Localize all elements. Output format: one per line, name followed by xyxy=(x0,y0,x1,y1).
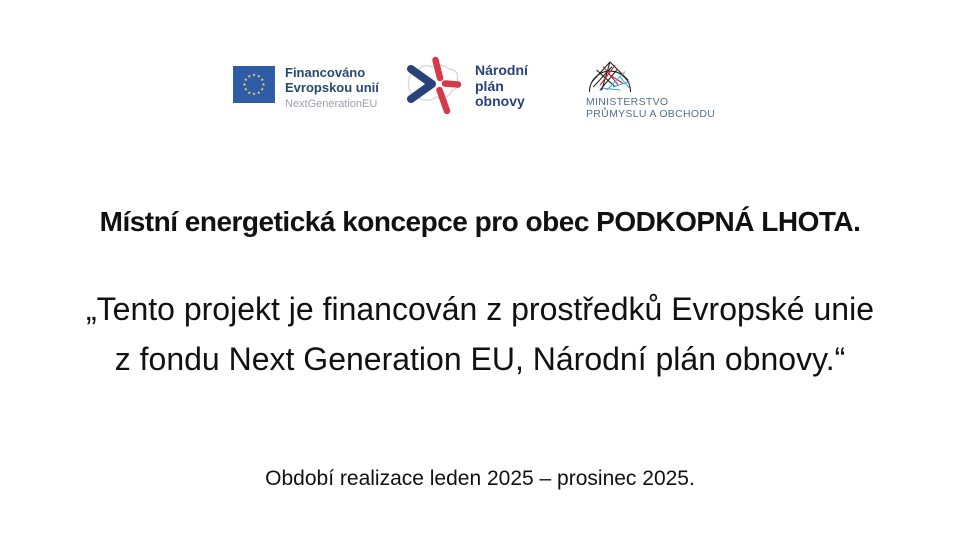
funding-statement-line1: „Tento projekt je financován z prostředků Evropské unie xyxy=(86,291,874,327)
npo-line2: plán xyxy=(475,77,504,94)
eu-funding-line2: Evropskou unií xyxy=(285,80,379,95)
funding-statement xyxy=(0,284,960,384)
realization-period: Období realizace leden 2025 – prosinec 2025. xyxy=(265,467,695,490)
eu-funding-subtitle: NextGenerationEU xyxy=(285,98,378,110)
npo-mark-icon xyxy=(401,56,463,114)
npo-line1: Národní xyxy=(475,62,528,78)
ministry-text xyxy=(586,97,715,120)
ministry-line2: PRŮMYSLU A OBCHODU xyxy=(586,107,716,120)
eu-funding-logo xyxy=(233,64,379,110)
npo-logo xyxy=(401,56,528,114)
funding-statement-line2: z fondu Next Generation EU, Národní plán obnovy.“ xyxy=(114,341,846,377)
ministry-line1: MINISTERSTVO xyxy=(586,96,669,108)
npo-text xyxy=(475,56,528,114)
eu-funding-line1: Financováno xyxy=(285,65,366,80)
document-title: Místní energetická koncepce pro obec PODKOPNÁ LHOTA. xyxy=(99,206,861,237)
eu-funding-text xyxy=(285,64,379,110)
ministry-logo xyxy=(586,57,715,120)
npo-line3: obnovy xyxy=(475,93,525,109)
eu-flag-icon xyxy=(233,66,275,103)
ministry-dome-icon xyxy=(587,57,633,95)
